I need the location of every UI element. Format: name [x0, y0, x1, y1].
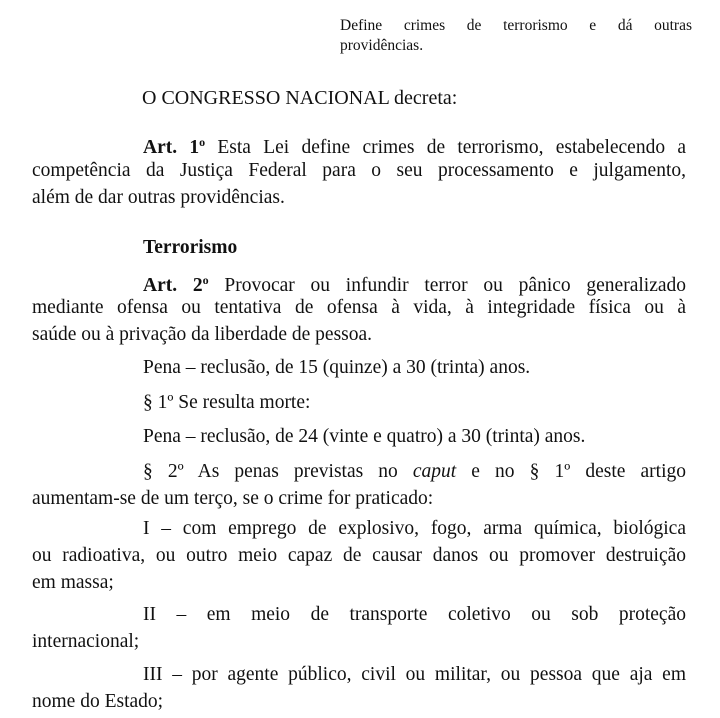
article-2-line [32, 295, 686, 320]
article-label: Art. 2 [143, 275, 203, 296]
article-text: além de dar outras providências. [32, 187, 285, 208]
article-1-line [32, 158, 686, 183]
article-number [143, 137, 205, 158]
article-text: saúde ou à privação da liberdade de pessoa. [32, 324, 373, 345]
paragraph-2 [32, 459, 686, 484]
item-text: I – com emprego de explosivo, fogo, arma química, biológica [143, 518, 686, 539]
article-2-first-line [32, 268, 686, 298]
summary-line: providências. [340, 37, 424, 54]
paragraph-text: § 2º As penas previstas no [143, 461, 413, 482]
ordinal-mark: o [202, 273, 209, 287]
paragraph-2-first-line [32, 459, 686, 484]
item-text: II – em meio de transporte coletivo ou sob proteção [143, 604, 686, 625]
item-text: nome do Estado; [32, 691, 164, 712]
law-summary [340, 16, 692, 56]
section-heading: Terrorismo [143, 237, 238, 258]
paragraph-1: § 1º Se resulta morte: [143, 392, 311, 413]
item-line [32, 662, 686, 687]
item-line [32, 543, 686, 568]
summary-line: Define crimes de terrorismo e dá outras [340, 17, 692, 34]
article-1-line [32, 130, 686, 160]
article-text: competência da Justiça Federal para o seu processamento e julgamento, [32, 160, 686, 181]
item-line [32, 516, 686, 541]
paragraph-text: aumentam-se de um terço, se o crime for praticado: [32, 488, 434, 509]
penalty-text: Pena – reclusão, de 15 (quinze) a 30 (trinta) anos. [143, 357, 531, 378]
item-text: em massa; [32, 572, 114, 593]
article-1-first-line [32, 130, 686, 160]
enacting-clause: O CONGRESSO NACIONAL decreta: [142, 87, 458, 109]
article-number [143, 275, 209, 296]
ordinal-mark: o [199, 135, 206, 149]
item-text: internacional; [32, 631, 140, 652]
item-line [32, 602, 686, 627]
paragraph-text: e no § 1º deste artigo [456, 461, 686, 482]
item-text: ou radioativa, ou outro meio capaz de causar danos ou promover destruição [32, 545, 686, 566]
article-text: mediante ofensa ou tentativa de ofensa à vida, à integridade física ou à [32, 297, 686, 318]
article-2-line [32, 268, 686, 298]
article-label: Art. 1 [143, 137, 200, 158]
caput-term: caput [412, 461, 457, 482]
item-text: III – por agente público, civil ou militar, ou pessoa que aja em [143, 664, 686, 685]
article-text: Provocar ou infundir terror ou pânico generalizado [208, 275, 687, 296]
penalty-text: Pena – reclusão, de 24 (vinte e quatro) a 30 (trinta) anos. [143, 426, 586, 447]
article-text: Esta Lei define crimes de terrorismo, estabelecendo a [205, 137, 686, 158]
